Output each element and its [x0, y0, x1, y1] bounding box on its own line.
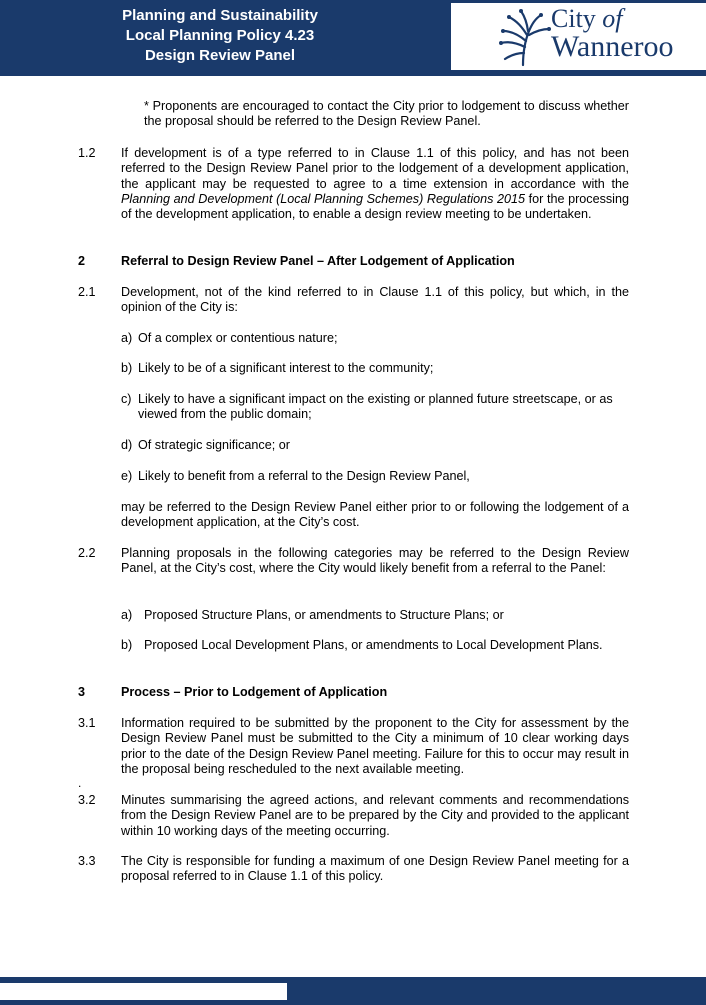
- list-item-text: Of a complex or contentious nature;: [138, 331, 338, 345]
- list-item: [121, 392, 629, 423]
- clause-3-3-text: The City is responsible for funding a maximum of one Design Review Panel meeting for a proposal referred to in Clause 1.1 of this policy.: [121, 854, 629, 884]
- stray-dot: .: [78, 776, 82, 790]
- list-item-text: Likely to be of a significant interest to the community;: [138, 361, 434, 375]
- list-item: [121, 361, 629, 376]
- list-item: [121, 608, 629, 623]
- clause-3-2-text: Minutes summarising the agreed actions, and relevant comments and recommendations from the Design Review Panel are to be prepared by the City and provided to the applicant within 10 working days of the meeting occurring.: [121, 793, 629, 838]
- list-item-text: Likely to have a significant impact on the existing or planned future streetscape, or as viewed from the public domain;: [138, 392, 613, 422]
- clause-number: 3.3: [78, 854, 96, 868]
- clause-number: 1.2: [78, 146, 96, 160]
- section-3-heading: Process – Prior to Lodgement of Application: [121, 685, 388, 699]
- clause-2-2-text: Planning proposals in the following categories may be referred to the Design Review Panel, at the City’s cost, where the City would likely benefit from a referral to the Panel:: [121, 546, 629, 576]
- list-item: [121, 469, 629, 484]
- wanneroo-flower-icon: [495, 7, 551, 67]
- clause-1-2-text-part-1: If development is of a type referred to in Clause 1.1 of this policy, and has not been referred to the Design Review Panel prior to the lodgement of a development application, the applicant may be requested to agree to a time extension in accordance with the: [121, 146, 629, 191]
- list-item: [121, 438, 629, 453]
- section-number: 2: [78, 254, 86, 268]
- logo-of-word: of: [602, 4, 623, 33]
- clause-number: 3.1: [78, 716, 96, 730]
- list-item-label: a): [121, 331, 133, 345]
- clause-2-1-text: Development, not of the kind referred to in Clause 1.1 of this policy, but which, in the opinion of the City is:: [121, 285, 629, 315]
- city-logo: [451, 3, 706, 70]
- clause-3-1-text: Information required to be submitted by the proponent to the City for assessment by the Design Review Panel must be submitted to the City a minimum of 10 clear working days prior to the date of the Design Review Panel meeting. Failure for this to occur may result in the proposal being rescheduled to the next available meeting.: [121, 716, 629, 776]
- section-2-heading: Referral to Design Review Panel – After Lodgement of Application: [121, 254, 515, 268]
- logo-city-word: City: [551, 4, 596, 33]
- logo-wordmark: [551, 5, 674, 63]
- logo-wanneroo-word: Wanneroo: [551, 30, 674, 63]
- header-title: [0, 6, 440, 66]
- intro-note: * Proponents are encouraged to contact the City prior to lodgement to discuss whether the proposal should be referred to the Design Review Panel.: [144, 99, 629, 129]
- logo-city-line: [551, 5, 674, 33]
- list-item-text: Likely to benefit from a referral to the Design Review Panel,: [138, 469, 470, 483]
- list-item-label: a): [121, 608, 133, 622]
- list-item-text: Proposed Local Development Plans, or amendments to Local Development Plans.: [144, 638, 603, 652]
- regulations-reference: Planning and Development (Local Planning Schemes) Regulations 2015: [121, 191, 526, 206]
- header-title-line-1: Planning and Sustainability: [122, 7, 318, 24]
- list-item-label: b): [121, 638, 133, 652]
- list-item-label: c): [121, 392, 132, 406]
- list-item: [121, 331, 629, 346]
- clause-1-2-text-part-2: for the processing of the development application, to enable a design review meeting to be undertaken.: [121, 191, 629, 222]
- list-item-text: Proposed Structure Plans, or amendments to Structure Plans; or: [144, 608, 504, 622]
- section-number: 3: [78, 685, 86, 699]
- clause-1-2-text: [121, 146, 629, 222]
- clause-2-1-closing: may be referred to the Design Review Panel either prior to or following the lodgement of a development application, at the City’s cost.: [121, 500, 629, 530]
- list-item-text: Of strategic significance; or: [138, 438, 290, 452]
- clause-number: 3.2: [78, 793, 96, 807]
- clause-number: 2.2: [78, 546, 96, 560]
- clause-number: 2.1: [78, 285, 96, 299]
- document-header: [0, 0, 706, 76]
- list-item: [121, 638, 629, 653]
- header-title-line-2: Local Planning Policy 4.23: [125, 27, 315, 44]
- list-item-label: e): [121, 469, 133, 483]
- list-item-label: d): [121, 438, 133, 452]
- footer-white-strip: [0, 983, 287, 1000]
- header-title-line-3: Design Review Panel: [144, 47, 296, 64]
- list-item-label: b): [121, 361, 133, 375]
